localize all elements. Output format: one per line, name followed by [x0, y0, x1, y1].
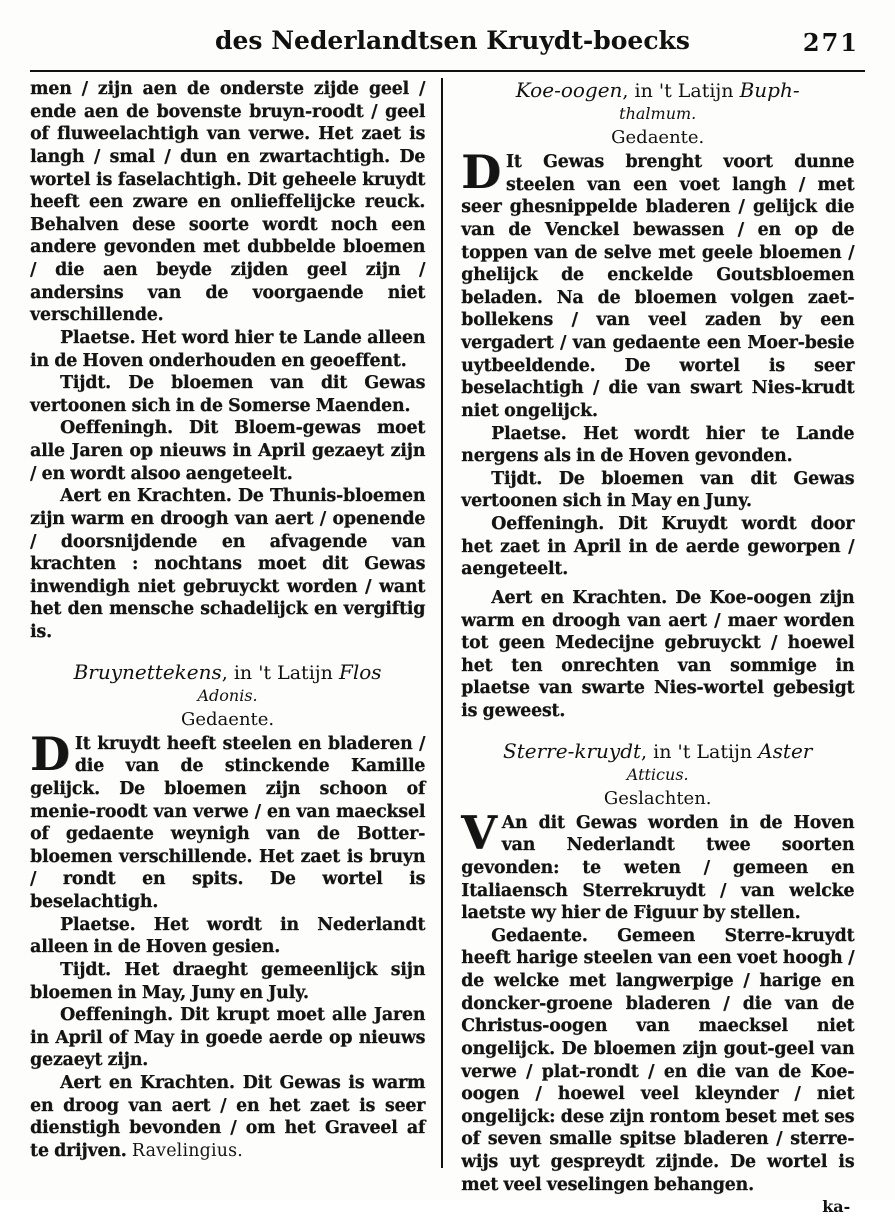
entry-text: Het wordt hier te Lande nergens als in de Hoven gevonden.: [461, 423, 855, 467]
entry-label: Plaetse.: [60, 327, 136, 348]
section-body-paragraph: [30, 726, 426, 914]
continued-paragraph: [30, 78, 425, 327]
entry-label: Aert en Krachten.: [491, 587, 667, 608]
section-connector: , in 't Latijn: [641, 740, 753, 763]
entry-label: Oeffeningh.: [60, 1005, 173, 1026]
section-latin-name-line2: Atticus.: [626, 764, 689, 784]
paragraph-text: An dit Gewas worden in de Hoven van Nederlandt twee soorten gevonden: te weten / gemeen en Italiaensch Sterrekruydt / van welcke laetste wy hier de Figuur by stellen.: [461, 812, 855, 924]
page-header: [30, 26, 865, 68]
entry-text: De bloemen van dit Gewas vertoonen sich in May en Juny.: [461, 468, 855, 512]
two-column-body: [30, 78, 865, 1216]
section-body-paragraph: [461, 805, 855, 925]
running-head: des Nederlandtsen Kruydt-boecks: [215, 26, 690, 55]
section-heading-koe-oogen: [461, 78, 854, 102]
left-section-entry-oeffeningh: [30, 1004, 425, 1072]
entry-text: Dit krupt moet alle Jaren in April of May in goede aerde op nieuws gezaeyt zijn.: [30, 1005, 426, 1071]
entry-text: Dit Bloem-gewas moet alle Jaren op nieuws in April gezaeyt zijn / en wordt alsoo aengeteelt.: [30, 418, 426, 484]
subhead-gedaente: Gedaente.: [611, 127, 705, 148]
left-section-entry-aert-en-krachten: [30, 1072, 425, 1163]
left-entry-oeffeningh: [30, 417, 425, 485]
subhead-geslachten: Geslachten.: [603, 787, 712, 809]
entry-text: De Koe-oogen zijn warm en droogh van aert / maer worden tot geen Medecijne gebruyckt / hoewel het ten onrechten van sommige in plaetse van swarte Nies-wortel gebesigt is geweest.: [461, 587, 855, 721]
paragraph-text: men / zijn aen de onderste zijde geel / ende aen de bovenste bruyn-roodt / geel of fluweelachtigh van verwe. Het zaet is langh / smal / dun en zwartachtigh. De wortel is faselachtigh. Dit geheele kruydt heeft een zware en onlieffelijcke reuck. Behalven dese soorte wordt noch een andere gevonden met dubbelde bloemen / die aen beyde zijden geel zijn / andersins van de voorgaende niet verschillende.: [30, 79, 426, 326]
header-rule: [30, 70, 865, 72]
section-connector: , in 't Latijn: [622, 80, 734, 102]
section-name: Sterre-kruydt: [503, 738, 642, 763]
entry-text: Het draeght gemeenlijck sijn bloemen in May, Juny en July.: [30, 959, 426, 1003]
entry-text: Dit Gewas is warm en droog van aert / en het zaet is seer dienstigh bevonden / om het Graveel af te drijven.: [30, 1073, 426, 1161]
entry-text: Het word hier te Lande alleen in de Hoven onderhouden en geoeffent.: [30, 327, 426, 371]
section-latin-name-line2: thalmum.: [619, 104, 697, 123]
subhead-gedaente: Gedaente.: [181, 708, 275, 730]
section-name: Koe-oogen: [515, 78, 623, 102]
column-divider: [441, 78, 443, 1168]
left-entry-plaetse: [30, 327, 425, 372]
paragraph-text: It Gewas brenght voort dunne steelen van een voet langh / met seer ghesnippelde bladeren / gelijck die van de Venckel bewassen / en op de toppen van de selve met geele bloemen / ghelijck de enckelde Goutsbloemen beladen. Na de bloemen volgen zaet-bollekens / van veel zaden by een vergadert / van gedaente een Moer-besie uytbeeldende. De wortel is seer beselachtigh / die van swart Nies-krudt niet ongelijck.: [461, 152, 855, 421]
entry-label: Plaetse.: [491, 423, 567, 444]
entry-label: Aert en Krachten.: [60, 1073, 235, 1093]
left-column: [30, 78, 439, 1188]
entry-label: Tijdt.: [491, 468, 543, 489]
section-connector: , in 't Latijn: [221, 661, 333, 684]
section-latin-name: Buph-: [739, 78, 800, 102]
left-entry-aert-en-krachten: [30, 485, 425, 643]
section-latin-name: Flos: [338, 659, 382, 684]
right-column: [445, 78, 855, 1216]
section-latin-name: Aster: [758, 738, 813, 763]
entry-label: Oeffeningh.: [60, 418, 173, 439]
entry-label: Tijdt.: [60, 959, 111, 980]
left-section-entry-tijdt: [30, 959, 425, 1004]
entry-label: Gedaente.: [491, 925, 588, 946]
drop-cap: V: [461, 805, 497, 860]
entry-text: De Thunis-bloemen zijn warm en droogh van aert / openende / doorsnijdende en afvagende van krachten : nochtans moet dit Gewas inwendigh niet gebruyckt worden / want het den mensche schadelijck en vergiftig is.: [30, 486, 426, 642]
entry-label: Tijdt.: [60, 373, 111, 394]
entry-label: Aert en Krachten.: [60, 486, 232, 507]
section-latin-name-line2: Adonis.: [197, 685, 258, 705]
entry-label: Oeffeningh.: [491, 514, 604, 534]
left-entry-tijdt: [30, 372, 425, 417]
catchword: ka-: [822, 1197, 851, 1216]
section-heading-bruynettekens: [30, 660, 425, 684]
left-section-entry-plaetse: [30, 914, 425, 959]
section-heading-sterre-kruydt: [461, 739, 854, 763]
drop-cap: D: [30, 726, 70, 781]
entry-label: Plaetse.: [60, 914, 136, 935]
section-body-paragraph: [461, 145, 855, 423]
entry-authority: Ravelingius.: [131, 1140, 243, 1161]
right-entry-aert-en-krachten: [461, 587, 854, 723]
entry-text: Dit Kruydt wordt door het zaet in April in de aerde geworpen / aengeteelt.: [461, 514, 855, 580]
paragraph-text: It kruydt heeft steelen en bladeren / die van de stinckende Kamille gelijck. De bloemen zijn schoon of menie-roodt van verwe / en van maecksel of gedaente weynigh van de Botter-bloemen verschillende. Het zaet is bruyn / rondt en spits. De wortel is beselachtigh.: [30, 733, 426, 912]
right-entry-oeffeningh: [461, 513, 854, 581]
right-entry-plaetse: [461, 423, 854, 468]
right-entry-gedaente: [461, 925, 854, 1197]
folio-number: 271: [802, 28, 859, 57]
right-entry-tijdt: [461, 468, 854, 513]
entry-text: De bloemen van dit Gewas vertoonen sich in de Somerse Maenden.: [30, 373, 426, 416]
drop-cap: D: [461, 145, 501, 199]
section-name: Bruynettekens: [73, 659, 222, 684]
entry-text: Gemeen Sterre-kruydt heeft harige steelen van een voet hoogh / de welcke met langwerpige / harige en doncker-groene bladeren / die van de Christus-oogen van maecksel niet ongelijck. De bloemen zijn gout-geel van verwe / plat-rondt / en die van de Koe-oogen / hoewel veel kleynder / niet ongelijck: dese zijn rontom beset met ses of seven smalle spitse bladeren / sterre-wijs uyt gespreydt zijnde. De wortel is met veel veselingen behangen.: [461, 925, 855, 1195]
entry-text: Het wordt in Nederlandt alleen in de Hoven gesien.: [30, 914, 426, 958]
